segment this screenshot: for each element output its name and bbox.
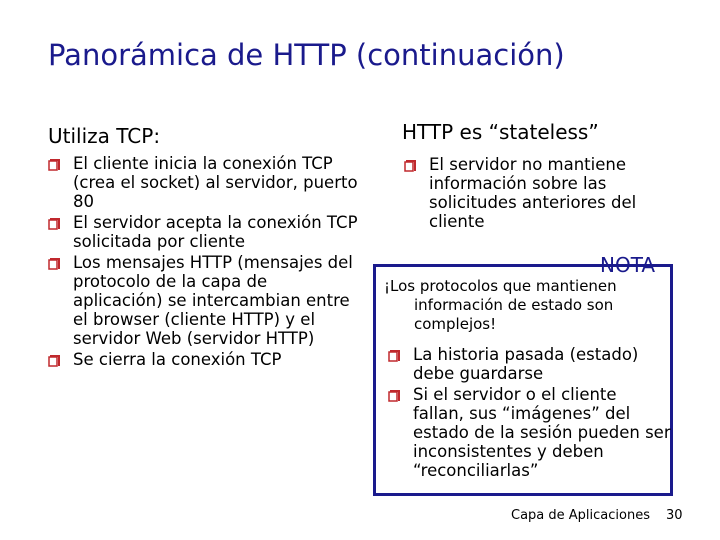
note-intro-line: ¡Los protocolos que mantienen [384,277,617,295]
right-heading: HTTP es “stateless” [402,120,599,144]
list-item-text: La historia pasada (estado) debe guardarse [413,345,639,383]
list-item [48,154,358,211]
note-intro-line: información de estado son complejos! [414,296,614,333]
list-item-text: El cliente inicia la conexión TCP (crea el socket) al servidor, puerto 80 [73,154,358,211]
left-heading: Utiliza TCP: [48,124,161,148]
list-item-text: El servidor no mantiene información sobre las solicitudes anteriores del cliente [429,155,637,231]
page-number: 30 [666,508,683,523]
list-item-text: Se cierra la conexión TCP [73,350,282,369]
list-item [388,385,672,480]
note-label: NOTA [600,253,656,277]
list-item [48,213,358,251]
list-item [404,155,654,231]
right-bullet-list [404,155,654,233]
note-bullet-list [388,345,672,482]
list-item-text: El servidor acepta la conexión TCP solicitada por cliente [73,213,358,251]
checkbox-bullet-icon [48,217,61,231]
slide-title: Panorámica de HTTP (continuación) [48,38,565,72]
checkbox-bullet-icon [388,389,401,403]
checkbox-bullet-icon [48,257,61,271]
footer-label: Capa de Aplicaciones [511,508,650,523]
list-item [48,350,358,369]
list-item-text: Si el servidor o el cliente fallan, sus “imágenes” del estado de la sesión pueden ser inconsistentes y deben “reconciliarlas” [413,385,671,480]
list-item [48,253,358,348]
list-item-text: Los mensajes HTTP (mensajes del protocolo de la capa de aplicación) se intercambian entre el browser (cliente HTTP) y el servidor Web (servidor HTTP) [73,253,353,348]
note-intro [384,277,664,334]
checkbox-bullet-icon [48,158,61,172]
list-item [388,345,672,383]
left-bullet-list [48,154,358,371]
checkbox-bullet-icon [388,349,401,363]
checkbox-bullet-icon [404,159,417,173]
checkbox-bullet-icon [48,354,61,368]
